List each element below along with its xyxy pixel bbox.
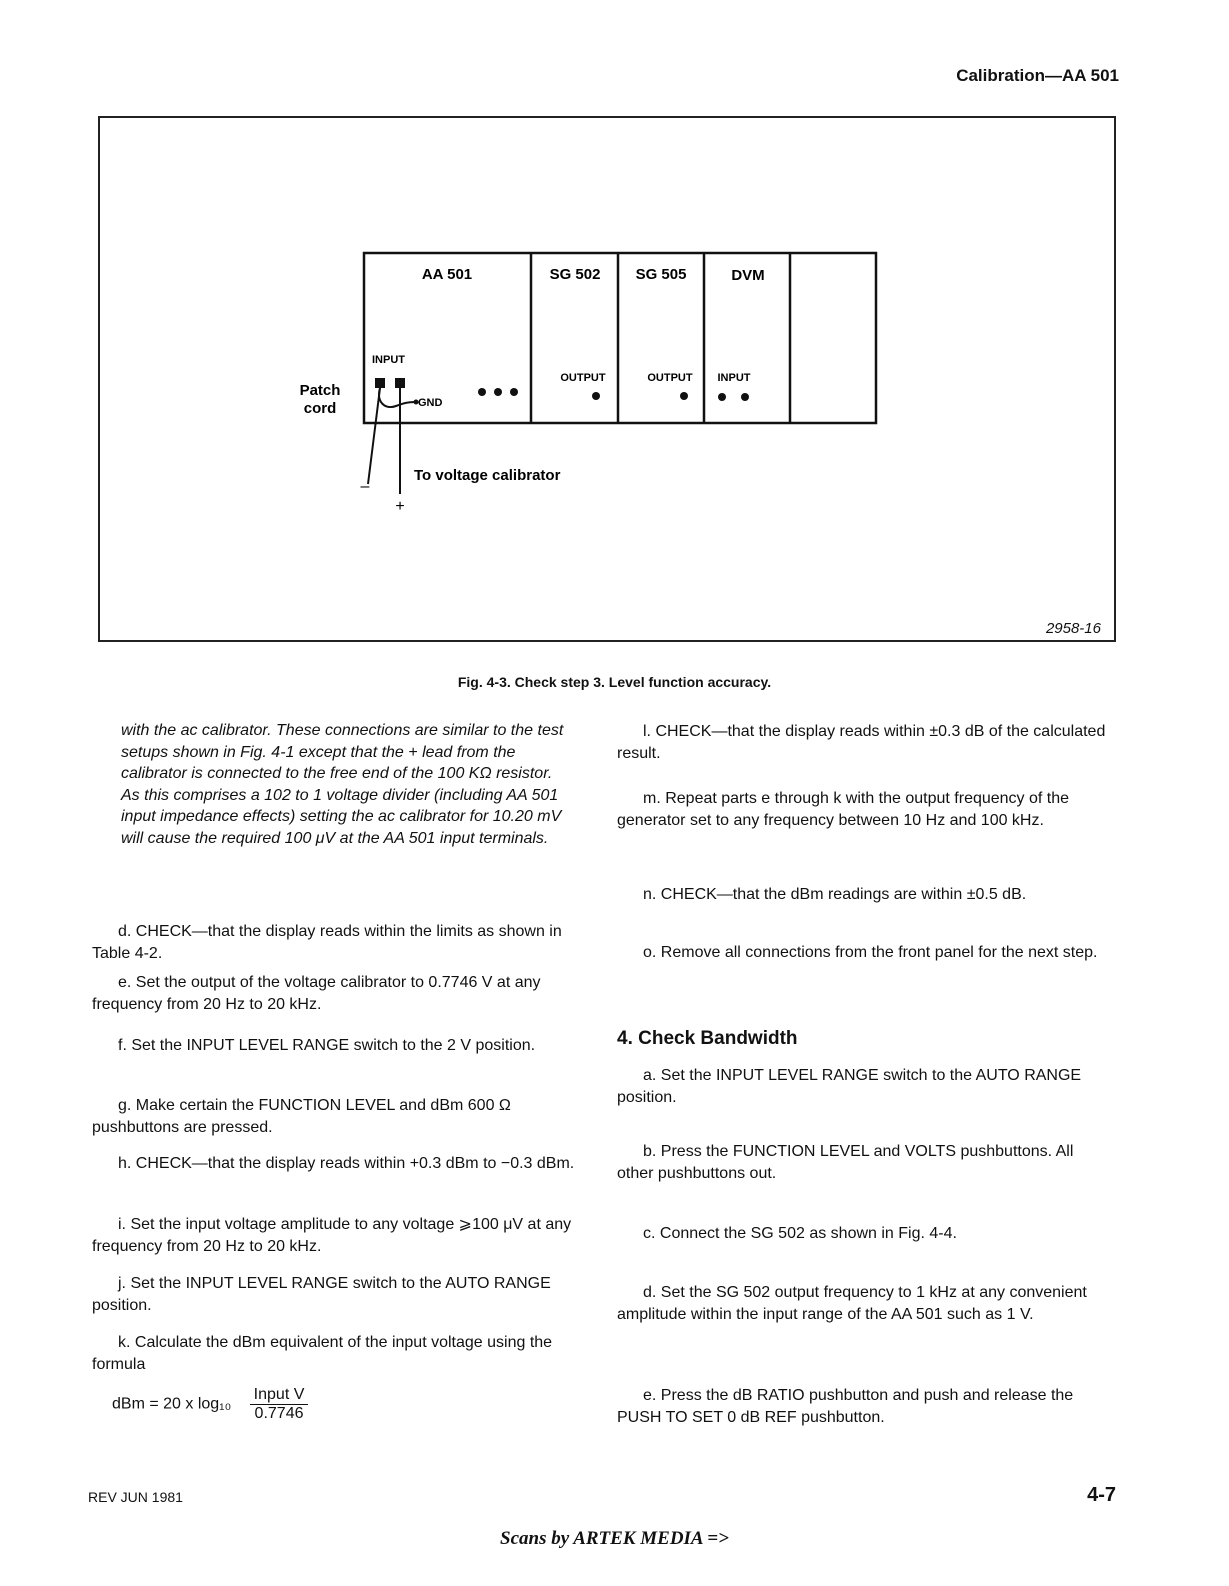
revision-date: REV JUN 1981	[88, 1489, 183, 1505]
instrument-dvm: DVM	[731, 267, 765, 284]
page-header: Calibration—AA 501	[956, 66, 1119, 85]
dvm-input-connector-2	[741, 393, 749, 401]
step-e	[92, 972, 584, 1015]
step-h	[92, 1153, 584, 1175]
bandwidth-step-d	[617, 1282, 1109, 1325]
formula-lhs: dBm = 20 x log₁₀	[112, 1395, 232, 1413]
step-f	[92, 1035, 584, 1057]
step-m	[617, 788, 1109, 831]
gnd-label: GND	[418, 397, 443, 409]
instrument-sg505: SG 505	[635, 266, 687, 283]
aa501-input-label: INPUT	[372, 354, 405, 366]
scan-credit: Scans by ARTEK MEDIA =>	[500, 1528, 729, 1549]
step-k	[92, 1332, 584, 1375]
step-h-text: h. CHECK—that the display reads within +0.3 dBm to −0.3 dBm.	[118, 1155, 575, 1172]
section-heading: 4. Check Bandwidth	[617, 1028, 798, 1049]
patch-cord-label-1: Patch	[299, 382, 341, 399]
step-i	[92, 1214, 584, 1257]
page-number: 4-7	[1087, 1484, 1116, 1506]
dbm-formula	[112, 1386, 308, 1423]
voltage-calibrator-label: To voltage calibrator	[414, 467, 561, 484]
step-i-text: i. Set the input voltage amplitude to any voltage ⩾100 μV at any frequency from 20 Hz to 20 kHz.	[92, 1216, 572, 1255]
figure-id: 2958-16	[1045, 620, 1101, 637]
formula-denominator: 0.7746	[254, 1405, 304, 1422]
plus-sign: +	[395, 498, 405, 515]
step-o-text: o. Remove all connections from the front panel for the next step.	[643, 944, 1098, 961]
step-d-text: d. CHECK—that the display reads within the limits as shown in Table 4-2.	[92, 923, 562, 962]
instrument-aa501: AA 501	[421, 266, 473, 283]
step-n-text: n. CHECK—that the dBm readings are within ±0.5 dB.	[643, 886, 1027, 903]
patch-cord-label-2: cord	[303, 400, 337, 417]
instrument-sg502: SG 502	[549, 266, 601, 283]
step-j-text: j. Set the INPUT LEVEL RANGE switch to the AUTO RANGE position.	[92, 1275, 551, 1314]
sg502-output-connector	[592, 392, 600, 400]
step-l-text: l. CHECK—that the display reads within ±0.3 dB of the calculated result.	[617, 723, 1106, 762]
bandwidth-step-c	[617, 1223, 1109, 1245]
bandwidth-step-e-text: e. Press the dB RATIO pushbutton and push and release the PUSH TO SET 0 dB REF pushbutton.	[617, 1387, 1074, 1426]
step-f-text: f. Set the INPUT LEVEL RANGE switch to the 2 V position.	[118, 1037, 536, 1054]
minus-sign: –	[360, 478, 370, 495]
formula-fraction	[250, 1386, 309, 1423]
bandwidth-step-d-text: d. Set the SG 502 output frequency to 1 kHz at any convenient amplitude within the input range of the AA 501 such as 1 V.	[617, 1284, 1087, 1323]
step-k-text: k. Calculate the dBm equivalent of the input voltage using the formula	[92, 1334, 553, 1373]
aa501-connector-3	[510, 388, 518, 396]
bandwidth-step-a	[617, 1065, 1109, 1108]
sg502-output-label: OUTPUT	[560, 372, 606, 384]
patch-cord-plug-1	[375, 378, 385, 388]
step-n	[617, 884, 1109, 906]
bandwidth-step-a-text: a. Set the INPUT LEVEL RANGE switch to the AUTO RANGE position.	[617, 1067, 1082, 1106]
bandwidth-step-c-text: c. Connect the SG 502 as shown in Fig. 4-4.	[643, 1225, 957, 1242]
connection-diagram	[0, 0, 1229, 660]
formula-numerator: Input V	[250, 1386, 309, 1405]
step-j	[92, 1273, 584, 1316]
patch-cord-loop	[379, 388, 415, 407]
bandwidth-step-b-text: b. Press the FUNCTION LEVEL and VOLTS pushbuttons. All other pushbuttons out.	[617, 1143, 1074, 1182]
patch-cord-plug-2	[395, 378, 405, 388]
aa501-connector-2	[494, 388, 502, 396]
lead-minus	[368, 388, 380, 484]
step-d	[92, 921, 584, 964]
step-g-text: g. Make certain the FUNCTION LEVEL and dBm 600 Ω pushbuttons are pressed.	[92, 1097, 511, 1136]
bandwidth-step-b	[617, 1141, 1109, 1184]
bandwidth-step-e	[617, 1385, 1109, 1428]
step-l	[617, 721, 1109, 764]
sg505-output-connector	[680, 392, 688, 400]
step-o	[617, 942, 1109, 964]
step-m-text: m. Repeat parts e through k with the output frequency of the generator set to any frequency between 10 Hz and 100 kHz.	[617, 790, 1070, 829]
dvm-input-label: INPUT	[717, 372, 751, 384]
dvm-input-connector-1	[718, 393, 726, 401]
sg505-output-label: OUTPUT	[647, 372, 693, 384]
aa501-connector-1	[478, 388, 486, 396]
figure-caption: Fig. 4-3. Check step 3. Level function accuracy.	[457, 674, 772, 690]
step-g	[92, 1095, 584, 1138]
continued-paragraph: with the ac calibrator. These connections are similar to the test setups shown in Fig. 4-1 except that the + lead from the calibrator is connected to the free end of the 100 KΩ resistor. As this comprises a 102 to 1 voltage divider (including AA 501 input impedance effects) setting the ac calibrator for 10.20 mV will cause the required 100 μV at the AA 501 input terminals.	[121, 722, 564, 847]
step-e-text: e. Set the output of the voltage calibrator to 0.7746 V at any frequency from 20 Hz to 20 kHz.	[92, 974, 541, 1013]
